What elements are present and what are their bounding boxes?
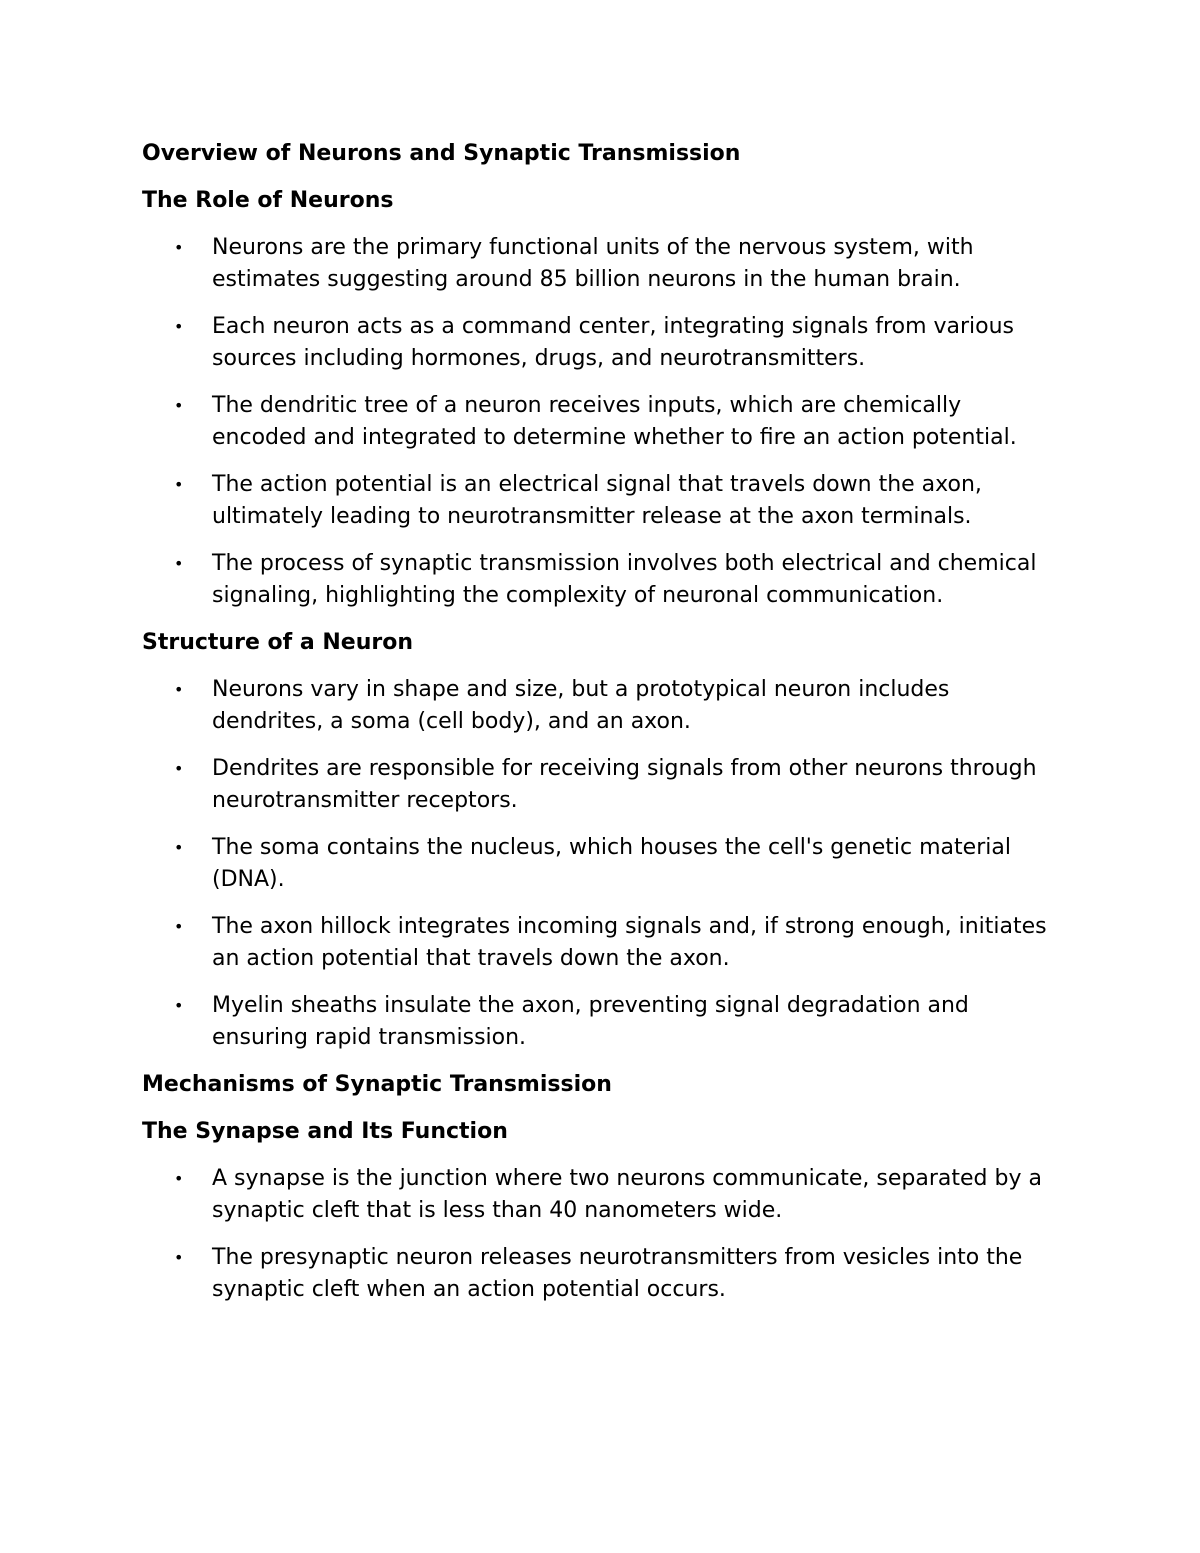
bullet-icon: • [174,554,184,573]
bullet-icon: • [174,680,184,699]
bullet-icon: • [174,759,184,778]
section-heading: Mechanisms of Synaptic Transmission [142,1072,612,1097]
bullet-list [142,232,1062,612]
section-heading: The Role of Neurons [142,188,394,213]
bullet-icon: • [174,1169,184,1188]
list-item: • Myelin sheaths insulate the axon, preventing signal degradation and ensuring rapid transmission. [142,990,1062,1054]
list-item: • The soma contains the nucleus, which houses the cell's genetic material (DNA). [142,832,1062,896]
bullet-icon: • [174,838,184,857]
list-item: • The axon hillock integrates incoming signals and, if strong enough, initiates an action potential that travels down the axon. [142,911,1062,975]
section-mechanisms [142,1069,1062,1101]
list-item: • A synapse is the junction where two neurons communicate, separated by a synaptic cleft that is less than 40 nanometers wide. [142,1163,1062,1227]
list-item: • The process of synaptic transmission involves both electrical and chemical signaling, highlighting the complexity of neuronal communication. [142,548,1062,612]
document-title: Overview of Neurons and Synaptic Transmission [142,141,741,166]
bullet-icon: • [174,475,184,494]
section-structure-of-neuron [142,627,1062,1054]
section-heading: Structure of a Neuron [142,630,413,655]
document-page [142,138,1062,1321]
bullet-icon: • [174,1248,184,1267]
list-item: • Each neuron acts as a command center, integrating signals from various sources including hormones, drugs, and neurotransmitters. [142,311,1062,375]
bullet-list [142,674,1062,1054]
list-item: • Dendrites are responsible for receiving signals from other neurons through neurotransmitter receptors. [142,753,1062,817]
section-role-of-neurons [142,185,1062,612]
list-item: • Neurons vary in shape and size, but a prototypical neuron includes dendrites, a soma (cell body), and an axon. [142,674,1062,738]
section-heading: The Synapse and Its Function [142,1119,508,1144]
bullet-icon: • [174,917,184,936]
list-item: • Neurons are the primary functional units of the nervous system, with estimates suggesting around 85 billion neurons in the human brain. [142,232,1062,296]
bullet-icon: • [174,396,184,415]
list-item: • The action potential is an electrical signal that travels down the axon, ultimately leading to neurotransmitter release at the axon terminals. [142,469,1062,533]
bullet-list [142,1163,1062,1306]
section-synapse-function [142,1116,1062,1306]
bullet-icon: • [174,238,184,257]
list-item: • The presynaptic neuron releases neurotransmitters from vesicles into the synaptic cleft when an action potential occurs. [142,1242,1062,1306]
bullet-icon: • [174,317,184,336]
bullet-icon: • [174,996,184,1015]
list-item: • The dendritic tree of a neuron receives inputs, which are chemically encoded and integrated to determine whether to fire an action potential. [142,390,1062,454]
